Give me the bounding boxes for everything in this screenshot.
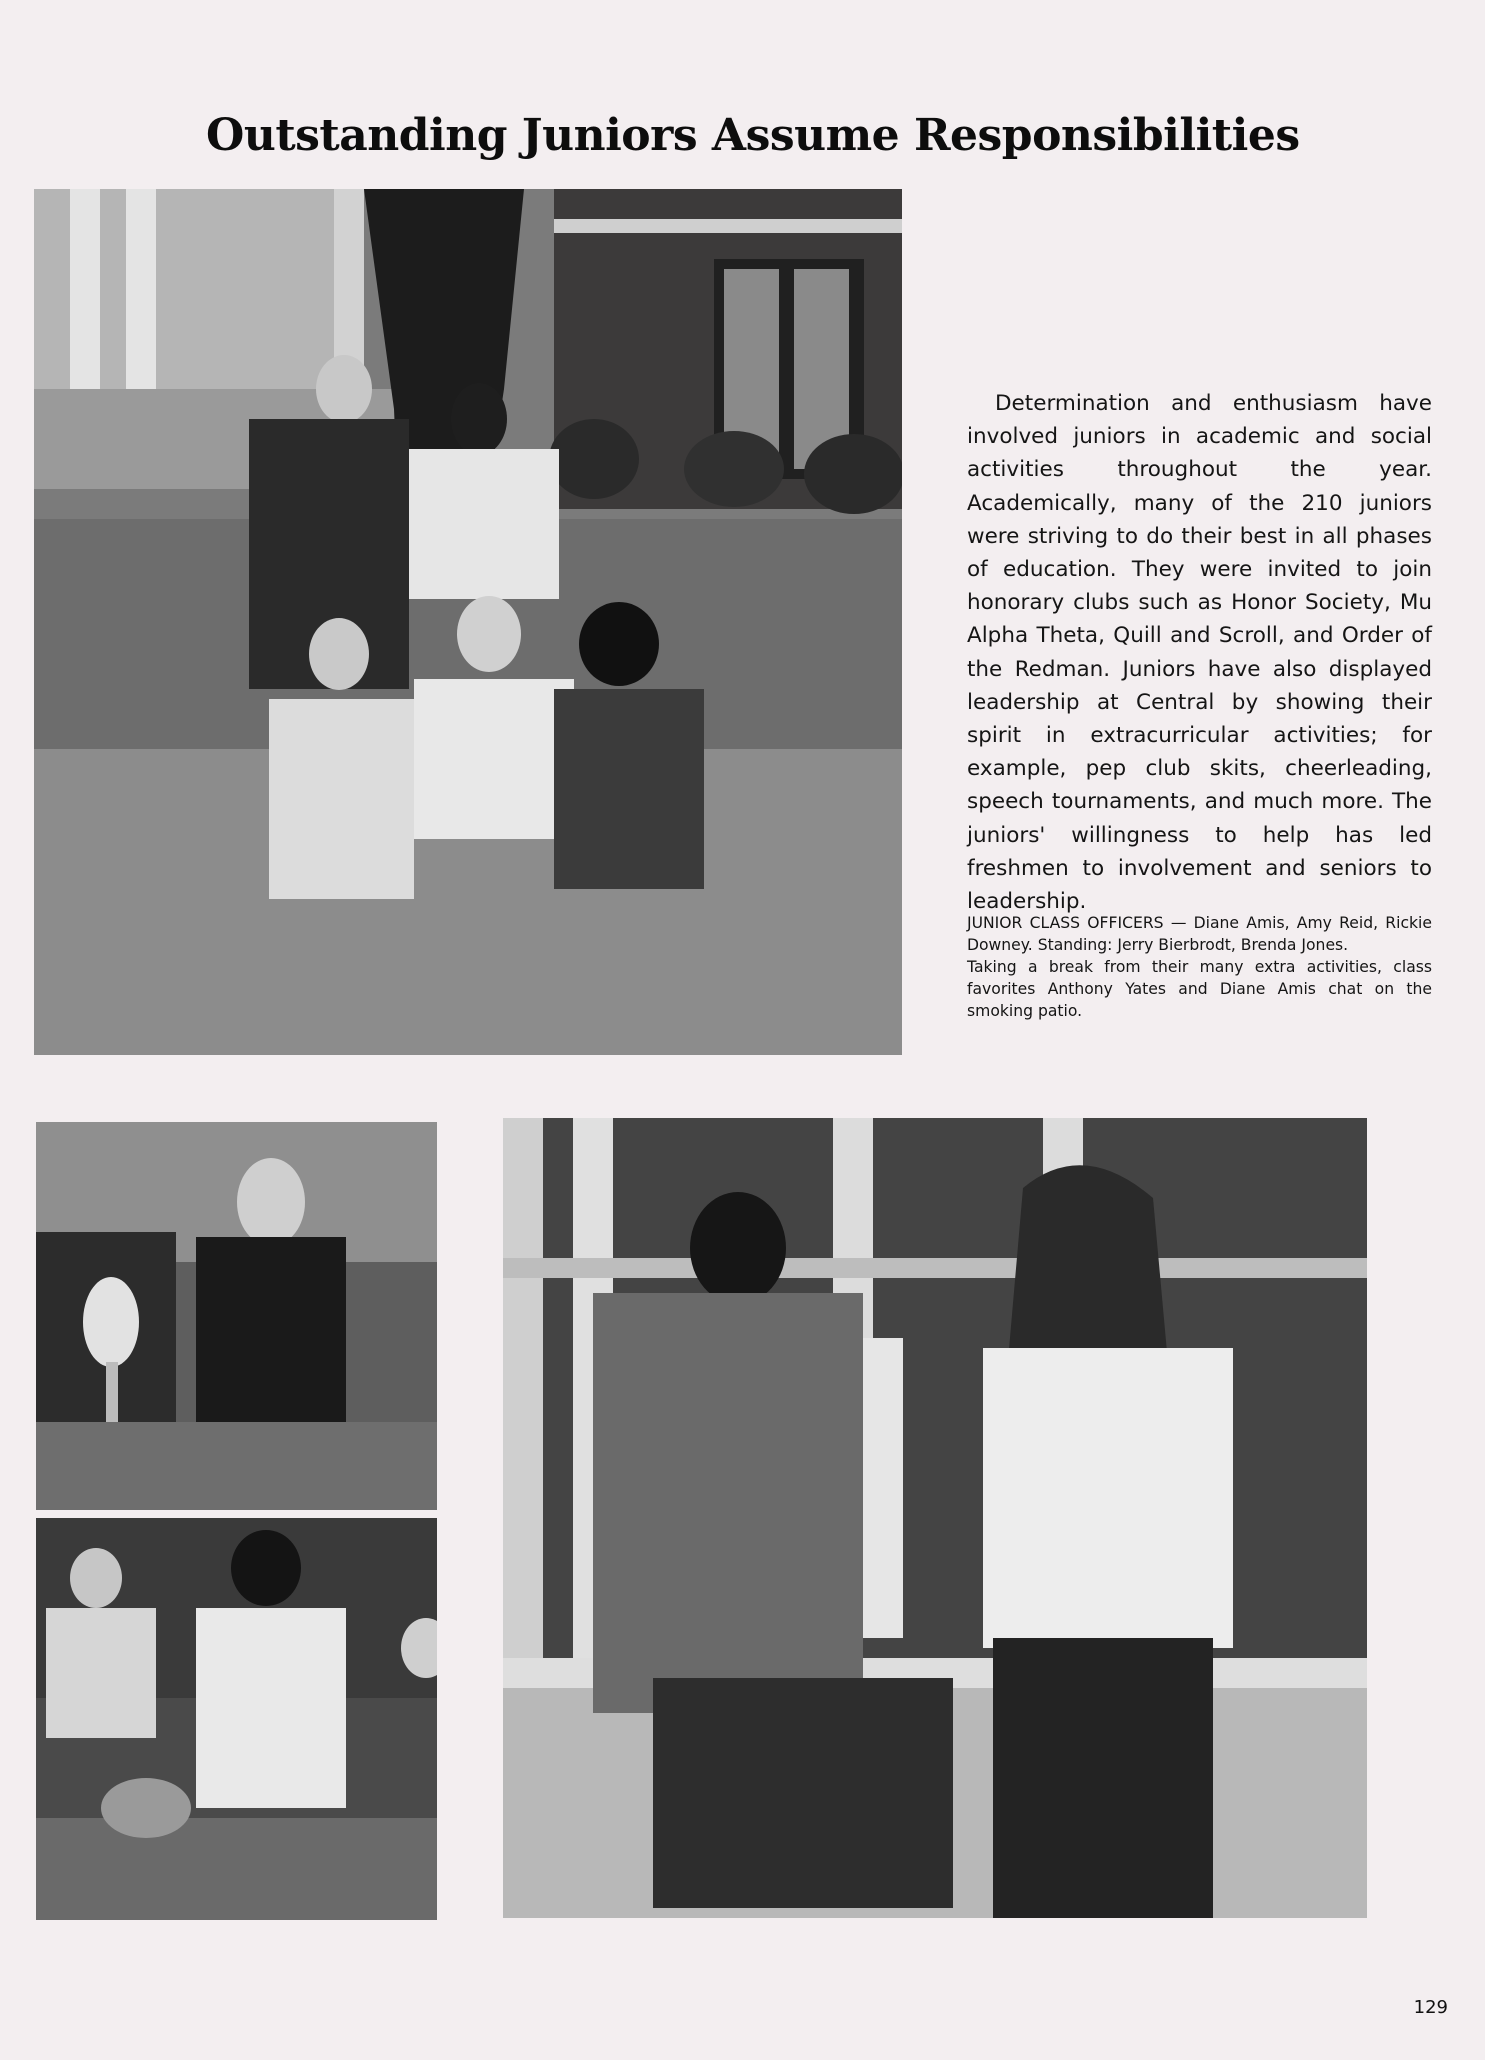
article-body-text: Determination and enthusiasm have involved juniors in academic and social activities throughout the year. Academically, many of the 210 juniors were striving to do their best in all phases of education. They were invited to join honorary clubs such as Honor Society, Mu Alpha Theta, Quill and Scroll, and Order of the Redman. Juniors have also displayed leadership at Central by showing their spirit in extracurricular activities; for example, pep club skits, cheerleading, speech tournaments, and much more. The juniors' willingness to help has led freshmen to involvement and seniors to leadership. [967, 391, 1432, 915]
page-title: Outstanding Juniors Assume Responsibilities [206, 110, 1300, 161]
article-body [967, 387, 1432, 918]
class-favorites-photo [503, 1118, 1367, 1918]
photo-captions [967, 912, 1432, 1022]
caption-class-officers: JUNIOR CLASS OFFICERS — Diane Amis, Amy Reid, Rickie Downey. Standing: Jerry Bierbrodt, Brenda Jones. [967, 914, 1432, 954]
class-officers-photo [34, 189, 902, 1055]
page-number: 129 [1413, 1997, 1448, 2018]
pep-rally-photo [36, 1518, 437, 1920]
caption-class-favorites: Taking a break from their many extra activities, class favorites Anthony Yates and Diane Amis chat on the smoking patio. [967, 958, 1432, 1020]
student-outdoor-photo [36, 1122, 437, 1510]
